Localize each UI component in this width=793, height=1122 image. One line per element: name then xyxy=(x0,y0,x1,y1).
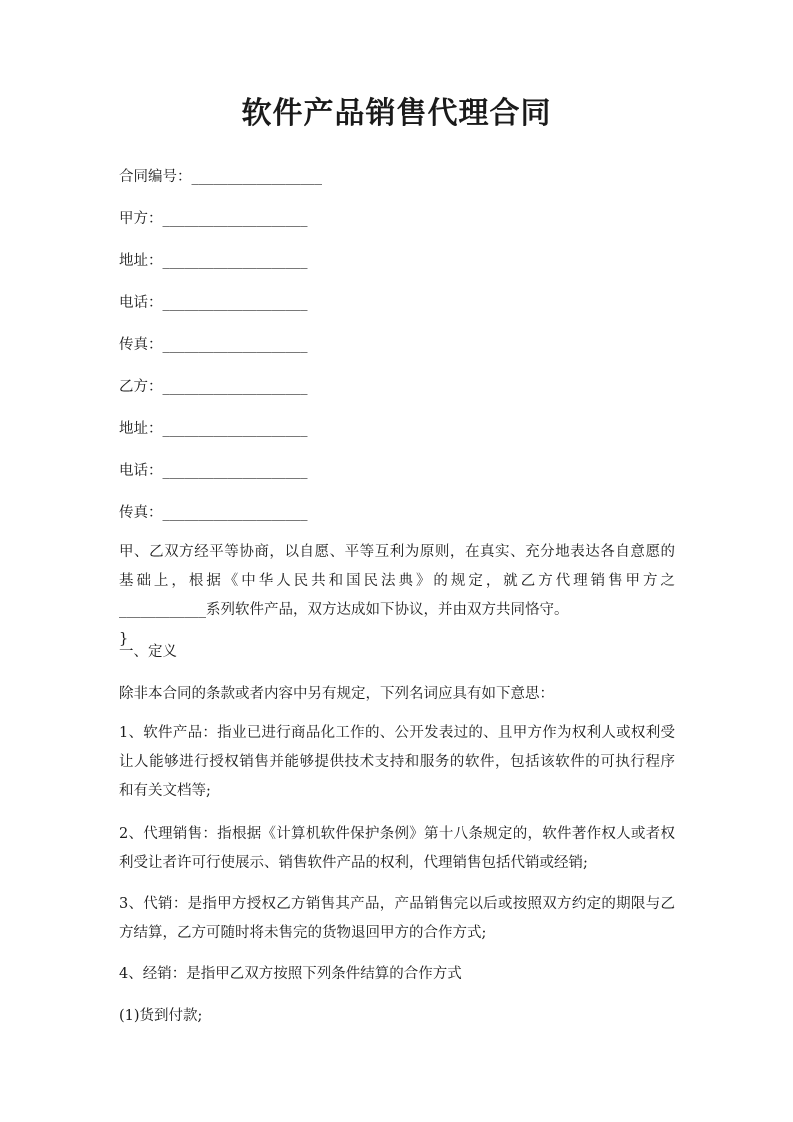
definition-item-2 xyxy=(119,820,675,878)
contract-number-field: 合同编号：__________________ xyxy=(119,169,322,185)
definition-line: 方结算，乙方可随时将未售完的货物退回甲方的合作方式; xyxy=(119,925,487,941)
preamble-line: 基础上，根据《中华人民共和国民法典》的规定，就乙方代理销售甲方之 xyxy=(119,573,675,589)
definition-line: 3、代销：是指甲方授权乙方销售其产品，产品销售完以后或按照双方约定的期限与乙 xyxy=(119,896,675,912)
party-a-fax-field: 传真：____________________ xyxy=(119,337,308,353)
party-a-address-field: 地址：____________________ xyxy=(119,253,308,269)
definition-item-4-sub-1: (1)货到付款; xyxy=(119,1008,203,1024)
definition-item-4: 4、经销：是指甲乙双方按照下列条件结算的合作方式 xyxy=(119,966,462,982)
party-b-fax-field: 传真：____________________ xyxy=(119,505,308,521)
party-b-address-field: 地址：____________________ xyxy=(119,421,308,437)
definition-line: 利受让者许可行使展示、销售软件产品的权利，代理销售包括代销或经销; xyxy=(119,855,588,871)
preamble-line: ____________系列软件产品，双方达成如下协议，并由双方共同恪守。 xyxy=(119,602,569,618)
party-b-phone-field: 电话：____________________ xyxy=(119,463,308,479)
definition-item-3 xyxy=(119,890,675,948)
definition-line: 1、软件产品：指业已进行商品化工作的、公开发表过的、且甲方作为权利人或权利受 xyxy=(119,725,675,741)
definition-item-1 xyxy=(119,719,675,806)
definition-line: 2、代理销售：指根据《计算机软件保护条例》第十八条规定的，软件著作权人或者权 xyxy=(119,826,675,842)
party-a-phone-field: 电话：____________________ xyxy=(119,295,308,311)
document-title: 软件产品销售代理合同 xyxy=(241,96,552,131)
section-intro: 除非本合同的条款或者内容中另有规定，下列名词应具有如下意思： xyxy=(119,686,554,702)
definition-line: 和有关文档等; xyxy=(119,783,211,799)
party-b-field: 乙方：____________________ xyxy=(119,379,308,395)
section-heading: 一、定义 xyxy=(119,644,177,660)
definition-line: 让人能够进行授权销售并能够提供技术支持和服务的软件，包括该软件的可执行程序 xyxy=(119,754,675,770)
preamble-paragraph: 甲、乙双方经平等协商，以自愿、平等互利为原则，在真实、充分地表达各自意愿的 基础上，根据《中华人民共和国民法典》的规定，就乙方代理销售甲方之 ____________系列软件产品，双方达成如下协议，并由双方共同恪守。 } xyxy=(119,538,675,654)
party-a-field: 甲方：____________________ xyxy=(119,211,308,227)
preamble-line: 甲、乙双方经平等协商，以自愿、平等互利为原则，在真实、充分地表达各自意愿的 xyxy=(119,544,675,560)
